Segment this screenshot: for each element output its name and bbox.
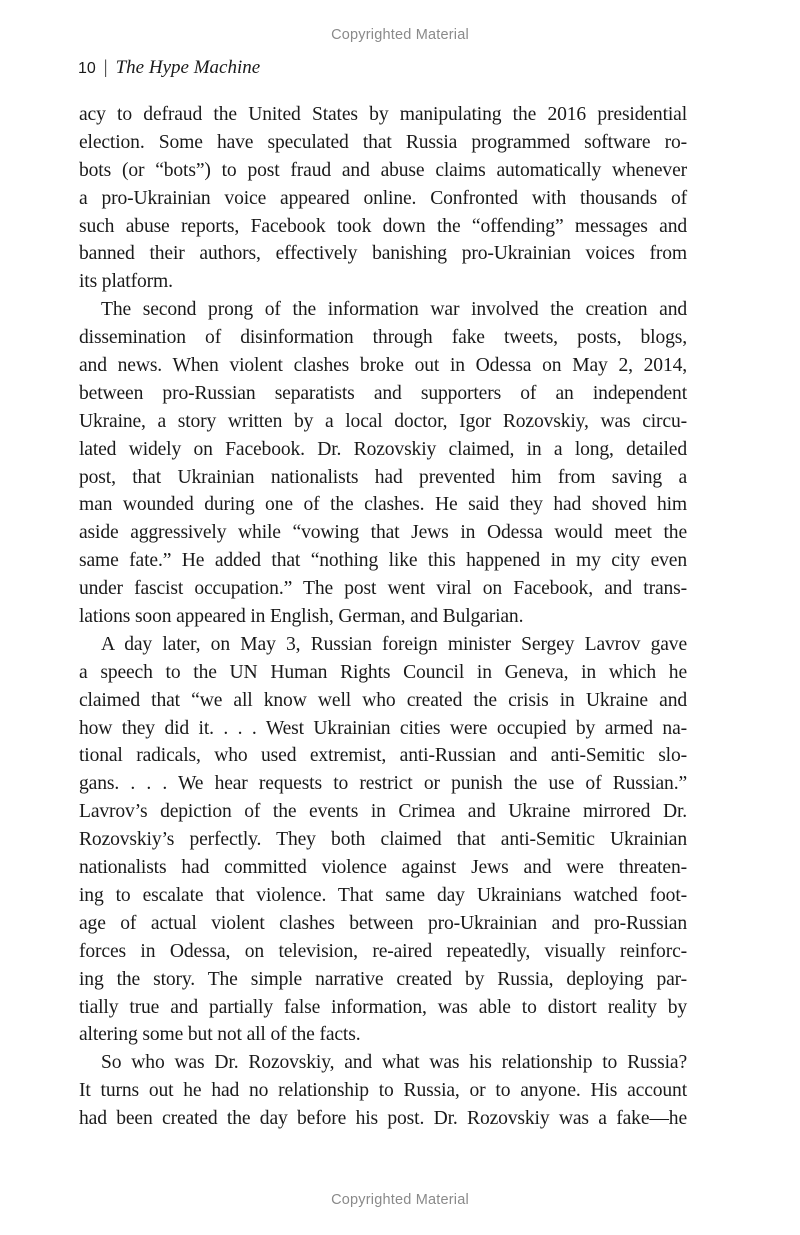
header-separator: | [103,57,108,78]
text-line: such abuse reports, Facebook took down the “offending” messages and [79,215,687,237]
text-line: man wounded during one of the clashes. He said they had shoved him [79,494,687,516]
text-line: So who was Dr. Rozovskiy, and what was his relationship to Russia? [101,1052,687,1074]
text-line: altering some but not all of the facts. [79,1024,361,1046]
text-line: bots (or “bots”) to post fraud and abuse claims automatically whenever [79,159,687,181]
text-line: claimed that “we all know well who created the crisis in Ukraine and [79,689,687,711]
text-line: lated widely on Facebook. Dr. Rozovskiy claimed, in a long, detailed [79,438,687,460]
text-line: banned their authors, effectively banishing pro-Ukrainian voices from [79,243,687,265]
text-line: between pro-Russian separatists and supporters of an independent [79,382,687,404]
text-line: Rozovskiy’s perfectly. They both claimed that anti-Semitic Ukrainian [79,829,687,851]
text-line: tially true and partially false information, was able to distort reality by [79,996,687,1018]
text-line: forces in Odessa, on television, re-aired repeatedly, visually reinforc- [79,940,687,962]
text-line: aside aggressively while “vowing that Jews in Odessa would meet the [79,522,687,544]
text-line: tional radicals, who used extremist, anti-Russian and anti-Semitic slo- [79,745,687,767]
body-text [79,101,687,1133]
text-line: its platform. [79,271,173,293]
text-line: nationalists had committed violence against Jews and were threaten- [79,857,687,879]
text-line: ing to escalate that violence. That same day Ukrainians watched foot- [79,884,687,906]
copyright-watermark-top: Copyrighted Material [331,27,469,43]
text-line: A day later, on May 3, Russian foreign minister Sergey Lavrov gave [101,633,687,655]
text-line: a pro-Ukrainian voice appeared online. Confronted with thousands of [79,187,687,209]
text-line: ing the story. The simple narrative created by Russia, deploying par- [79,968,687,990]
running-header [78,55,260,82]
text-line: election. Some have speculated that Russia programmed software ro- [79,131,687,153]
text-line: had been created the day before his post. Dr. Rozovskiy was a fake—he [79,1108,687,1130]
text-line: and news. When violent clashes broke out in Odessa on May 2, 2014, [79,355,687,377]
text-line: a speech to the UN Human Rights Council in Geneva, in which he [79,661,687,683]
text-line: acy to defraud the United States by manipulating the 2016 presidential [79,104,687,125]
page-number: 10 [78,60,96,77]
text-line: It turns out he had no relationship to Russia, or to anyone. His account [79,1080,687,1102]
text-line: how they did it. . . . West Ukrainian cities were occupied by armed na- [79,717,687,739]
text-line: gans. . . . We hear requests to restrict or punish the use of Russian.” [79,773,687,795]
book-title: The Hype Machine [115,57,261,78]
text-line: post, that Ukrainian nationalists had prevented him from saving a [79,466,687,488]
text-line: Ukraine, a story written by a local doctor, Igor Rozovskiy, was circu- [79,410,687,432]
text-line: dissemination of disinformation through fake tweets, posts, blogs, [79,327,687,349]
copyright-watermark-bottom: Copyrighted Material [331,1192,469,1208]
text-line: under fascist occupation.” The post went viral on Facebook, and trans- [79,578,687,600]
text-line: age of actual violent clashes between pro-Ukrainian and pro-Russian [79,912,687,934]
text-line: lations soon appeared in English, German, and Bulgarian. [79,606,524,628]
text-line: The second prong of the information war involved the creation and [101,299,687,321]
text-line: same fate.” He added that “nothing like this happened in my city even [79,550,687,572]
text-line: Lavrov’s depiction of the events in Crimea and Ukraine mirrored Dr. [79,801,687,823]
